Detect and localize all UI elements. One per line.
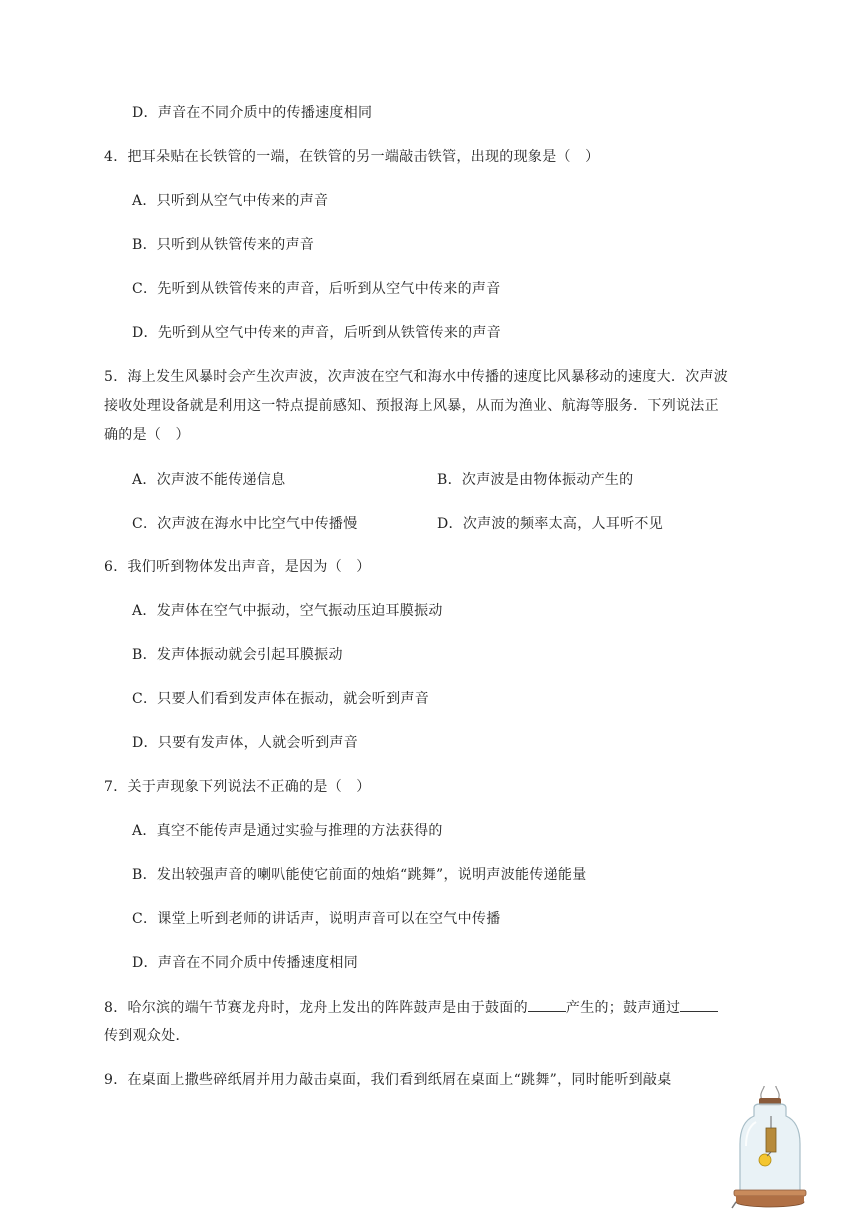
question-6: 6．我们听到物体发出声音，是因为（ ） (104, 559, 371, 575)
question-5-line-1: 5．海上发生风暴时会产生次声波，次声波在空气和海水中传播的速度比风暴移动的速度大．次声波 (104, 369, 729, 385)
question-8-line-1 (104, 997, 718, 1018)
q8-text-part-2: 产生的；鼓声通过 (565, 1000, 681, 1016)
question-7: 7．关于声现象下列说法不正确的是（ ） (104, 779, 371, 795)
q5-option-d: D．次声波的频率太高，人耳听不见 (437, 516, 664, 532)
q8-blank-1 (528, 997, 566, 1012)
q6-option-a: A．发声体在空气中振动，空气振动压迫耳膜振动 (132, 603, 443, 619)
question-8-line-2: 传到观众处． (104, 1028, 190, 1044)
q4-option-b: B．只听到从铁管传来的声音 (132, 237, 315, 253)
q5-option-c: C．次声波在海水中比空气中传播慢 (132, 516, 358, 532)
q7-option-d: D．声音在不同介质中传播速度相同 (132, 955, 359, 971)
q4-option-d: D．先听到从空气中传来的声音，后听到从铁管传来的声音 (132, 325, 502, 341)
question-9: 9．在桌面上撒些碎纸屑并用力敲击桌面，我们看到纸屑在桌面上“跳舞”，同时能听到敲桌 (104, 1072, 672, 1088)
q7-option-a: A．真空不能传声是通过实验与推理的方法获得的 (132, 823, 443, 839)
bell-jar-illustration (730, 1086, 820, 1212)
q5-option-b: B．次声波是由物体振动产生的 (437, 472, 634, 488)
q5-option-a: A．次声波不能传递信息 (132, 472, 286, 488)
q6-option-b: B．发声体振动就会引起耳膜振动 (132, 647, 343, 663)
q7-option-c: C．课堂上听到老师的讲话声，说明声音可以在空气中传播 (132, 911, 501, 927)
q3-option-d: D．声音在不同介质中的传播速度相同 (132, 105, 373, 121)
q8-blank-2 (680, 997, 718, 1012)
question-4: 4．把耳朵贴在长铁管的一端，在铁管的另一端敲击铁管，出现的现象是（ ） (104, 149, 600, 165)
q8-text-part-1: 8．哈尔滨的端午节赛龙舟时，龙舟上发出的阵阵鼓声是由于鼓面的 (104, 1000, 528, 1016)
q6-option-c: C．只要人们看到发声体在振动，就会听到声音 (132, 691, 430, 707)
q4-option-a: A．只听到从空气中传来的声音 (132, 193, 329, 209)
q6-option-d: D．只要有发声体，人就会听到声音 (132, 735, 359, 751)
q4-option-c: C．先听到从铁管传来的声音，后听到从空气中传来的声音 (132, 281, 501, 297)
q7-option-b: B．发出较强声音的喇叭能使它前面的烛焰“跳舞”，说明声波能传递能量 (132, 867, 587, 883)
question-5-line-2: 接收处理设备就是利用这一特点提前感知、预报海上风暴，从而为渔业、航海等服务．下列说法正 (104, 398, 719, 414)
question-5-line-3: 确的是（ ） (104, 427, 190, 443)
